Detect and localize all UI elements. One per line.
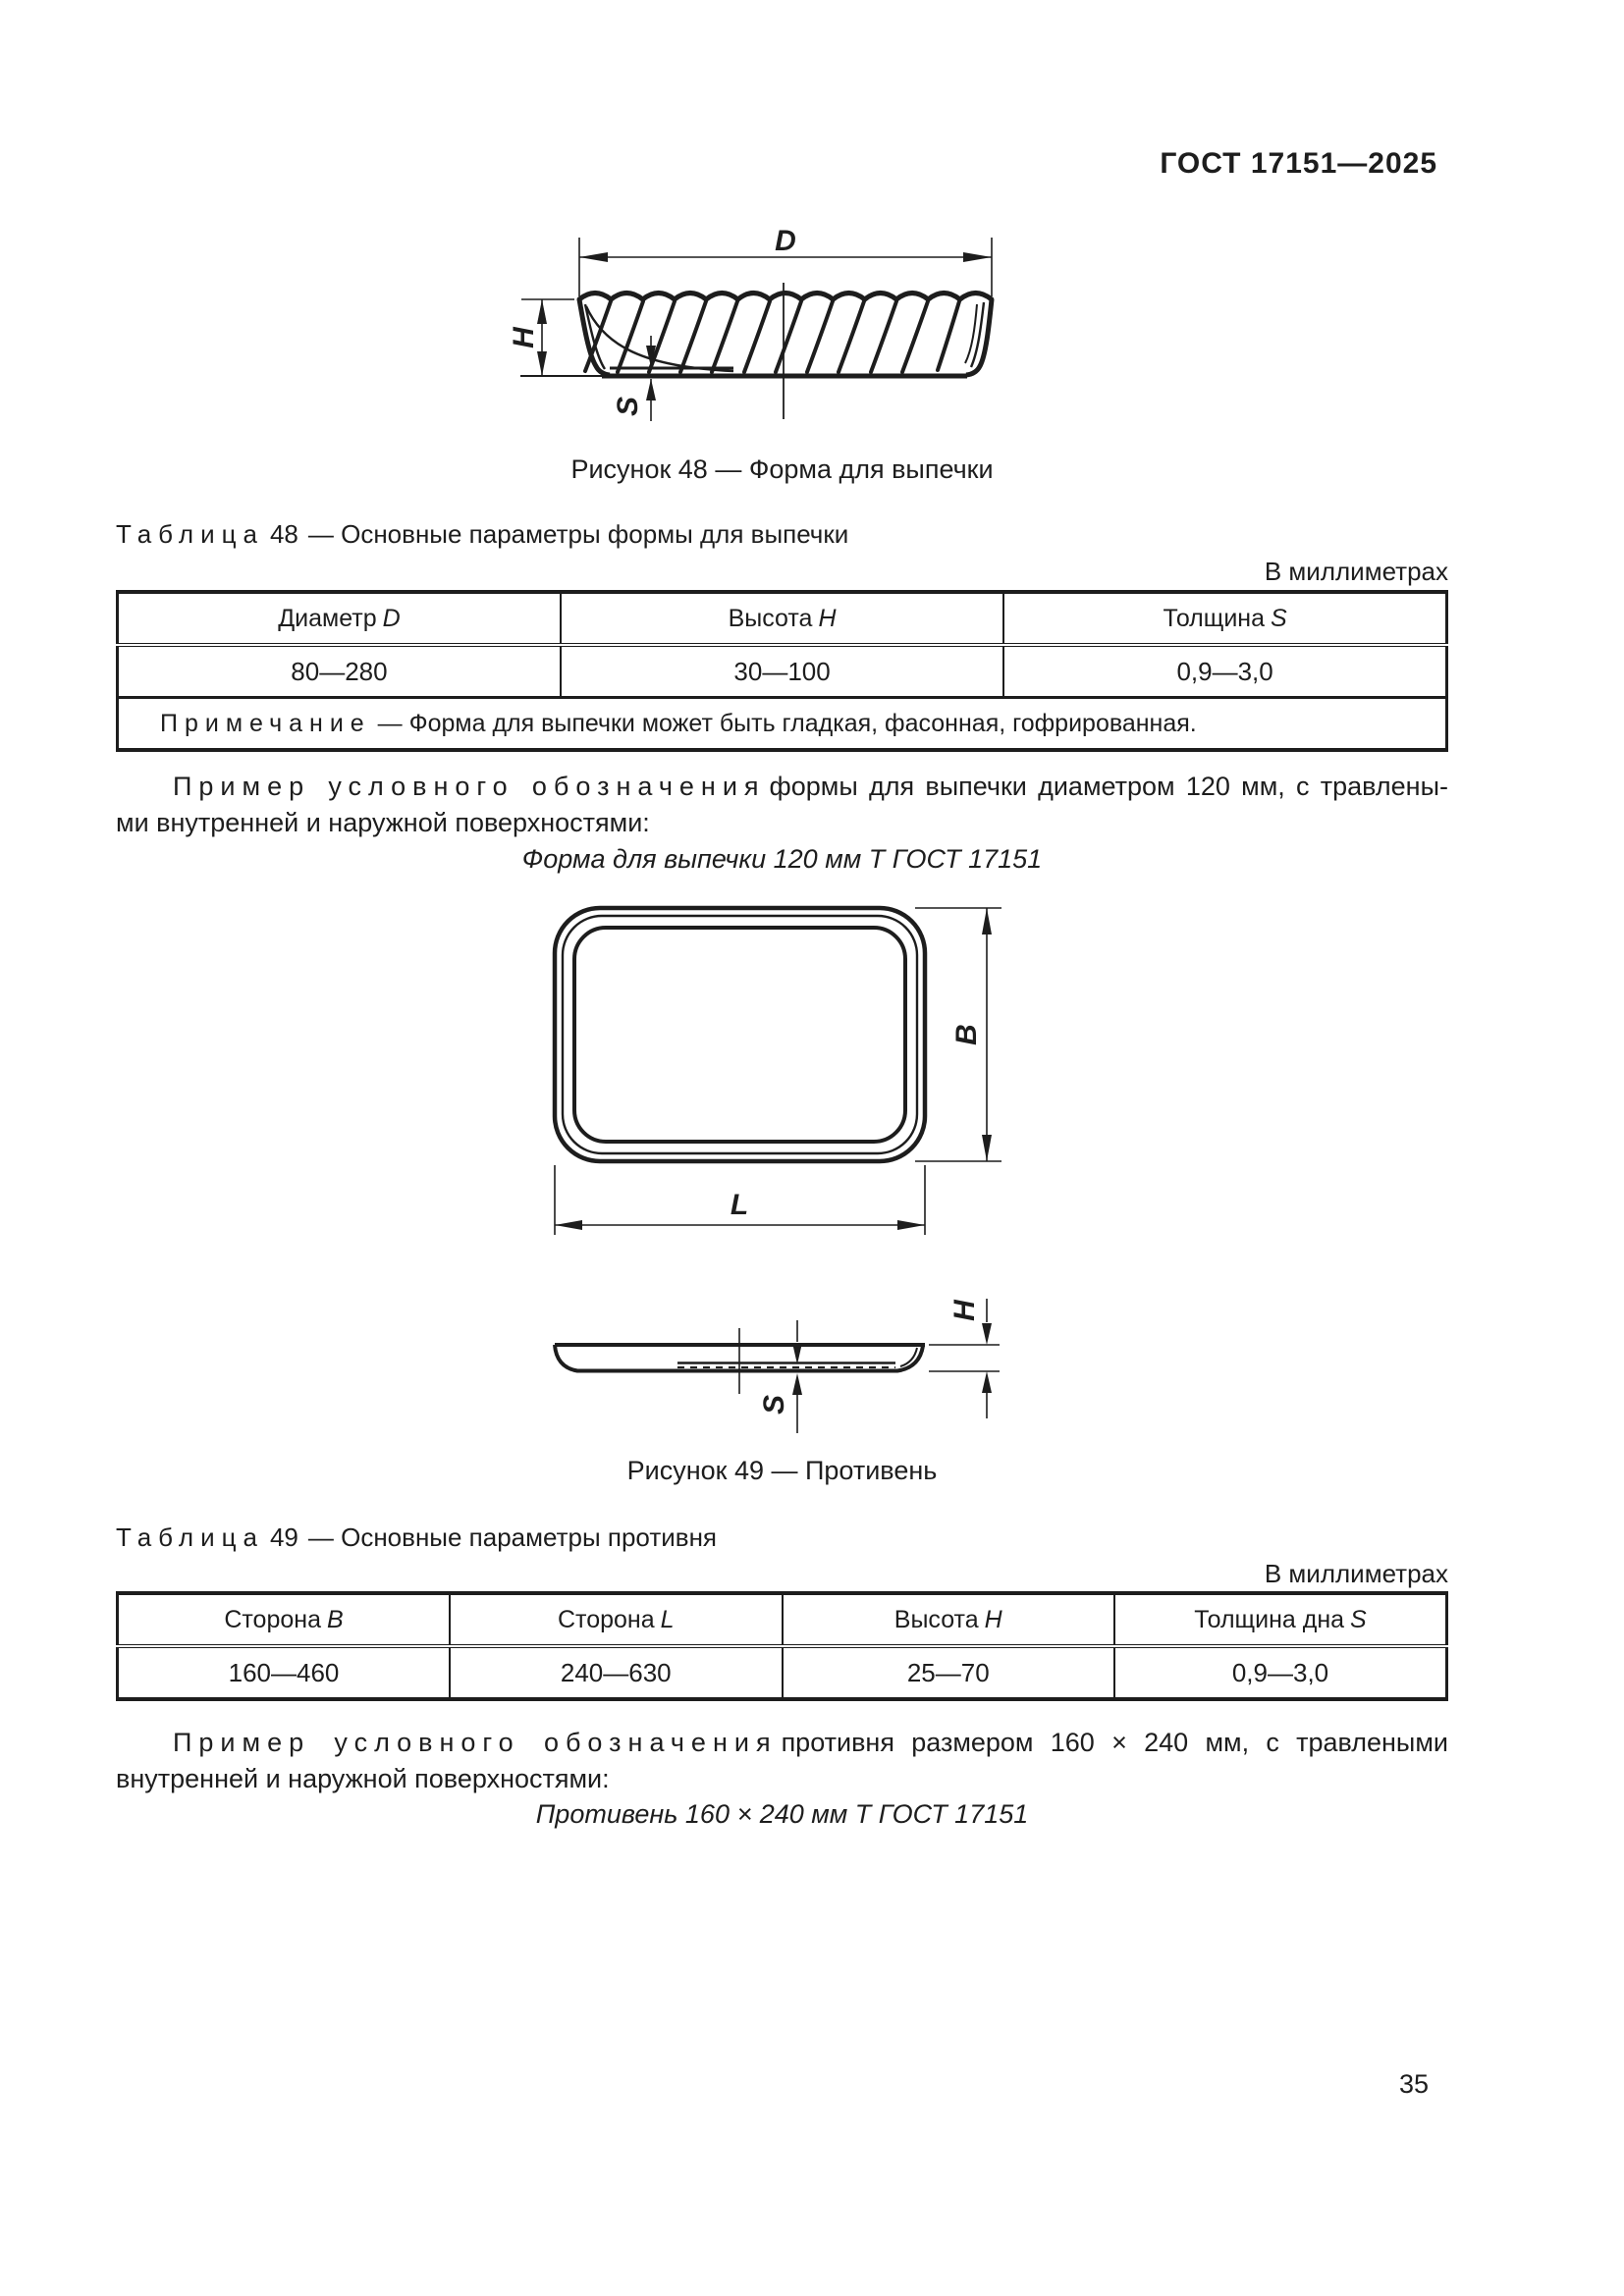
form-flutes xyxy=(585,301,959,372)
arrowhead xyxy=(897,1220,925,1230)
dim-label-l: L xyxy=(730,1189,749,1221)
col-header-side-b: Сторона B xyxy=(118,1593,451,1646)
table-48 xyxy=(116,590,1448,752)
arrowhead xyxy=(579,252,608,262)
table-49 xyxy=(116,1591,1448,1701)
example-48-paragraph xyxy=(116,769,1448,841)
tray-mid-outline xyxy=(563,916,917,1153)
cell-side-b-range: 160—460 xyxy=(118,1646,451,1699)
units-label-49: В миллиметрах xyxy=(1264,1559,1448,1588)
designation-48: Форма для выпечки 120 мм Т ГОСТ 17151 xyxy=(521,844,1043,874)
table-note-row xyxy=(118,698,1447,751)
arrowhead xyxy=(555,1220,582,1230)
arrowhead xyxy=(963,252,992,262)
table-row xyxy=(118,1593,1447,1646)
arrowhead xyxy=(537,351,547,376)
tray-outer-outline xyxy=(555,908,925,1161)
col-header-side-l: Сторона L xyxy=(450,1593,783,1646)
units-label-48: В миллиметрах xyxy=(1264,557,1448,586)
standard-code: ГОСТ 17151—2025 xyxy=(1160,147,1437,180)
dim-label-h: H xyxy=(507,327,540,348)
cell-height-range: 25—70 xyxy=(783,1646,1115,1699)
table-word: Таблица xyxy=(116,1522,264,1552)
table-row xyxy=(118,1646,1447,1699)
dim-label-s: S xyxy=(757,1394,790,1415)
arrowhead xyxy=(646,379,656,400)
table-note: Примечание — Форма для выпечки может быть гладкая, фасонная, гофрированная. xyxy=(160,709,1197,737)
col-header-height: Высота H xyxy=(783,1593,1115,1646)
cell-thickness-range: 0,9—3,0 xyxy=(1003,645,1446,698)
table-row xyxy=(118,645,1447,698)
table-word: Таблица xyxy=(116,519,264,549)
paragraph-line: Пример условного обозначения противня размером 160 × 240 мм, с травлеными xyxy=(173,1728,1448,1757)
arrowhead xyxy=(982,1371,992,1393)
paragraph-line: Пример условного обозначения формы для выпечки диаметром 120 мм, с травлены- xyxy=(173,772,1448,801)
col-header-bottom-thickness: Толщина дна S xyxy=(1114,1593,1447,1646)
dim-label-d: D xyxy=(775,225,796,257)
designation-49: Противень 160 × 240 мм Т ГОСТ 17151 xyxy=(535,1799,1029,1829)
arrowhead xyxy=(982,908,992,934)
page-number: 35 xyxy=(1399,2069,1430,2099)
arrowhead xyxy=(982,1323,992,1345)
cell-side-l-range: 240—630 xyxy=(450,1646,783,1699)
arrowhead xyxy=(792,1373,802,1395)
figure-49-drawing xyxy=(530,898,1021,1448)
col-header-diameter: Диаметр D xyxy=(118,592,561,645)
arrowhead xyxy=(792,1343,802,1364)
arrowhead xyxy=(537,299,547,324)
paragraph-line: внутренней и наружной поверхностями: xyxy=(116,1764,610,1793)
col-header-thickness: Толщина S xyxy=(1003,592,1446,645)
paragraph-line: ми внутренней и наружной поверхностями: xyxy=(116,808,650,837)
figure-48-drawing xyxy=(506,218,1065,442)
form-rim xyxy=(579,294,992,300)
figure-48-caption: Рисунок 48 — Форма для выпечки xyxy=(570,454,994,484)
example-49-paragraph xyxy=(116,1725,1448,1797)
table-row xyxy=(118,592,1447,645)
cell-diameter-range: 80—280 xyxy=(118,645,561,698)
table-49-title: Таблица 49 — Основные параметры противня xyxy=(116,1522,718,1552)
dim-label-h: H xyxy=(947,1300,981,1321)
cell-height-range: 30—100 xyxy=(561,645,1003,698)
cell-thickness-range: 0,9—3,0 xyxy=(1231,1657,1329,1687)
col-header-height: Высота H xyxy=(561,592,1003,645)
tray-inner-outline xyxy=(574,928,905,1142)
dim-label-s: S xyxy=(611,396,644,417)
dim-label-b: B xyxy=(949,1024,983,1045)
figure-49-caption: Рисунок 49 — Противень xyxy=(626,1456,938,1485)
form-left-wall xyxy=(579,299,610,375)
table-48-title: Таблица 48 — Основные параметры формы для выпечки xyxy=(116,519,849,549)
arrowhead xyxy=(982,1135,992,1161)
